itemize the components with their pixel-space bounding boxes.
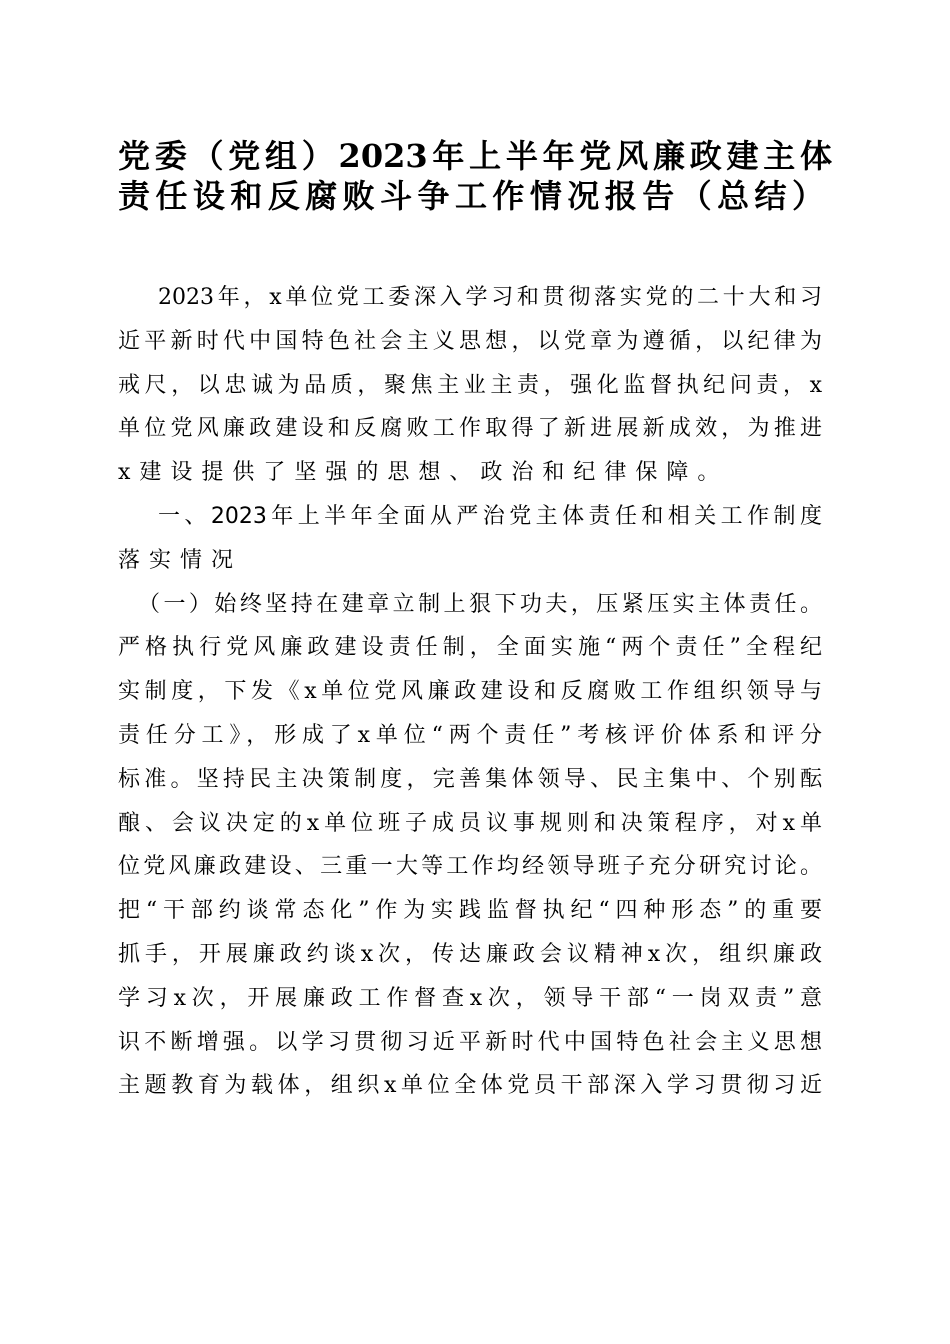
text-line: 近平新时代中国特色社会主义思想，以党章为遵循，以纪律为 [118, 328, 822, 354]
text-line: 把“干部约谈常态化”作为实践监督执纪“四种形态”的重要 [118, 898, 822, 924]
text-line: 识不断增强。以学习贯彻习近平新时代中国特色社会主义思想 [118, 1029, 822, 1055]
text-line: 学习x次，开展廉政工作督查x次，领导干部“一岗双责”意 [118, 985, 822, 1011]
text-line: 戒尺，以忠诚为品质，聚焦主业主责，强化监督执纪问责，x [118, 372, 822, 398]
text-line: （一）始终坚持在建章立制上狠下功夫，压紧压实主体责任。 [138, 591, 822, 617]
intro-paragraph [118, 276, 822, 495]
heading-line: 落实情况 [118, 547, 243, 573]
section-heading [118, 495, 822, 583]
text-line: 酿、会议决定的x单位班子成员议事规则和决策程序，对x单 [118, 810, 822, 836]
document-title [118, 136, 832, 216]
text-line: x建设提供了坚强的思想、政治和纪律保障。 [118, 460, 729, 486]
title-line: 责任设和反腐败斗争工作情况报告（总结） [118, 177, 824, 215]
text-line: 单位党风廉政建设和反腐败工作取得了新进展新成效，为推进 [118, 416, 822, 442]
text-line: 2023年，x单位党工委深入学习和贯彻落实党的二十大和习 [158, 285, 822, 310]
title-line: 党委（党组）2023年上半年党风廉政建主体 [118, 137, 832, 175]
text-line: 严格执行党风廉政建设责任制，全面实施“两个责任”全程纪 [118, 635, 822, 661]
text-line: 主题教育为载体，组织x单位全体党员干部深入学习贯彻习近 [118, 1073, 822, 1099]
subsection-paragraph [118, 583, 822, 1109]
text-line: 实制度，下发《x单位党风廉政建设和反腐败工作组织领导与 [118, 679, 822, 705]
text-line: 位党风廉政建设、三重一大等工作均经领导班子充分研究讨论。 [118, 854, 822, 880]
text-line: 责任分工》，形成了x单位“两个责任”考核评价体系和评分 [118, 722, 822, 748]
text-line: 标准。坚持民主决策制度，完善集体领导、民主集中、个别酝 [118, 766, 822, 792]
text-line: 抓手，开展廉政约谈x次，传达廉政会议精神x次，组织廉政 [118, 941, 822, 967]
document-body [118, 276, 822, 1108]
heading-line: 一、2023年上半年全面从严治党主体责任和相关工作制度 [158, 503, 822, 529]
